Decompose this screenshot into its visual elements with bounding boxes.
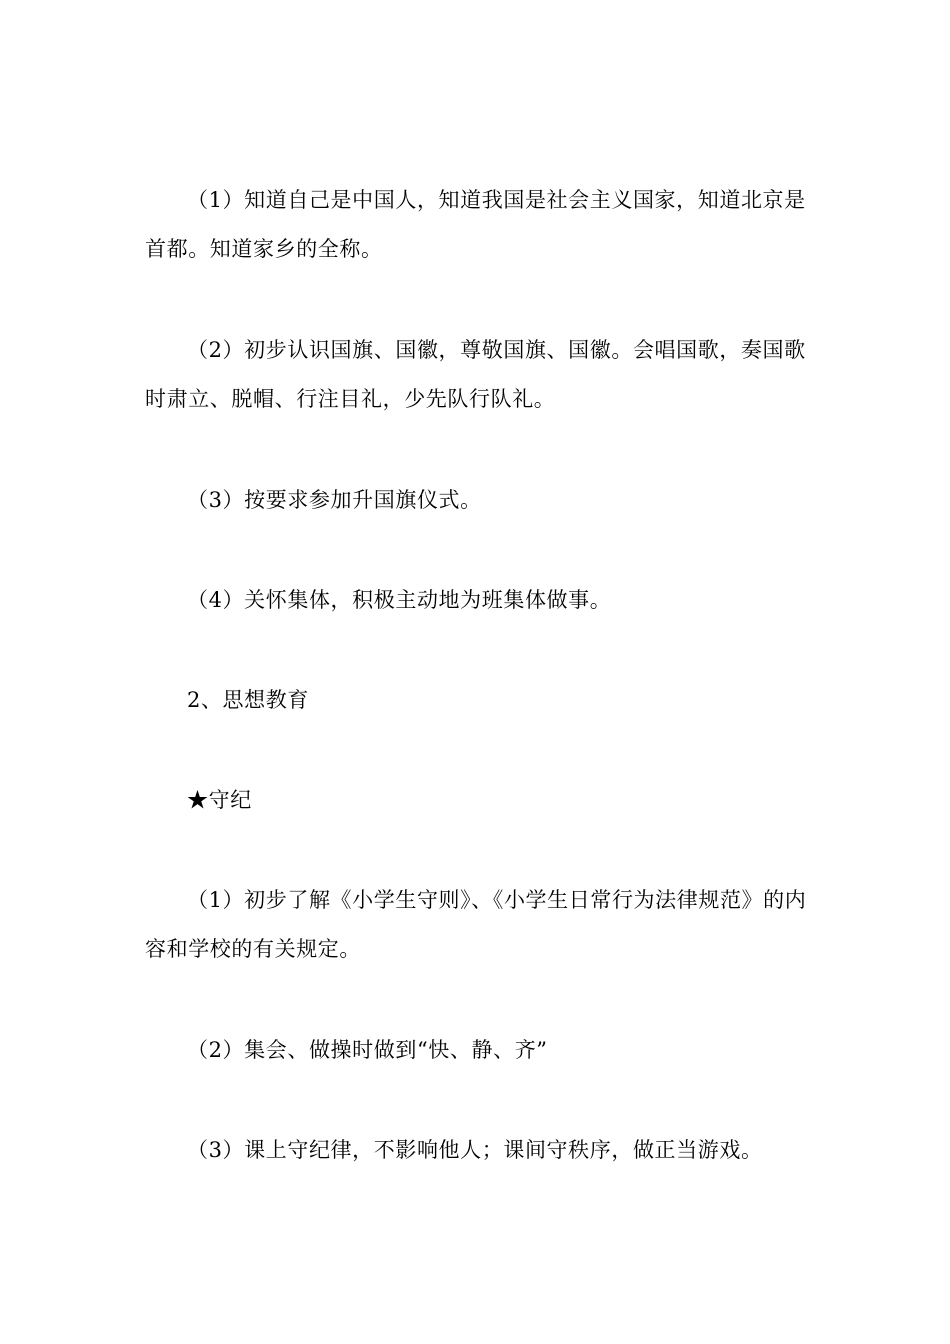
paragraph-discipline-2: （2）集会、做操时做到“快、静、齐” bbox=[187, 1038, 548, 1062]
paragraph-discipline-3: （3）课上守纪律，不影响他人；课间守秩序，做正当游戏。 bbox=[187, 1138, 763, 1162]
paragraph-patriotism-1: （1）知道自己是中国人，知道我国是社会主义国家，知道北京是首都。知道家乡的全称。 bbox=[145, 188, 806, 261]
paragraph-patriotism-2: （2）初步认识国旗、国徽，尊敬国旗、国徽。会唱国歌，奏国歌时肃立、脱帽、行注目礼，少先队行队礼。 bbox=[145, 338, 806, 411]
paragraph-patriotism-3: （3）按要求参加升国旗仪式。 bbox=[187, 488, 482, 512]
paragraph-discipline-1: （1）初步了解《小学生守则》、《小学生日常行为法律规范》的内容和学校的有关规定。 bbox=[145, 888, 807, 961]
subheading-discipline: ★守纪 bbox=[187, 788, 252, 812]
section-heading-ideological-education: 2、思想教育 bbox=[187, 688, 309, 712]
paragraph-patriotism-4: （4）关怀集体，积极主动地为班集体做事。 bbox=[187, 588, 612, 612]
